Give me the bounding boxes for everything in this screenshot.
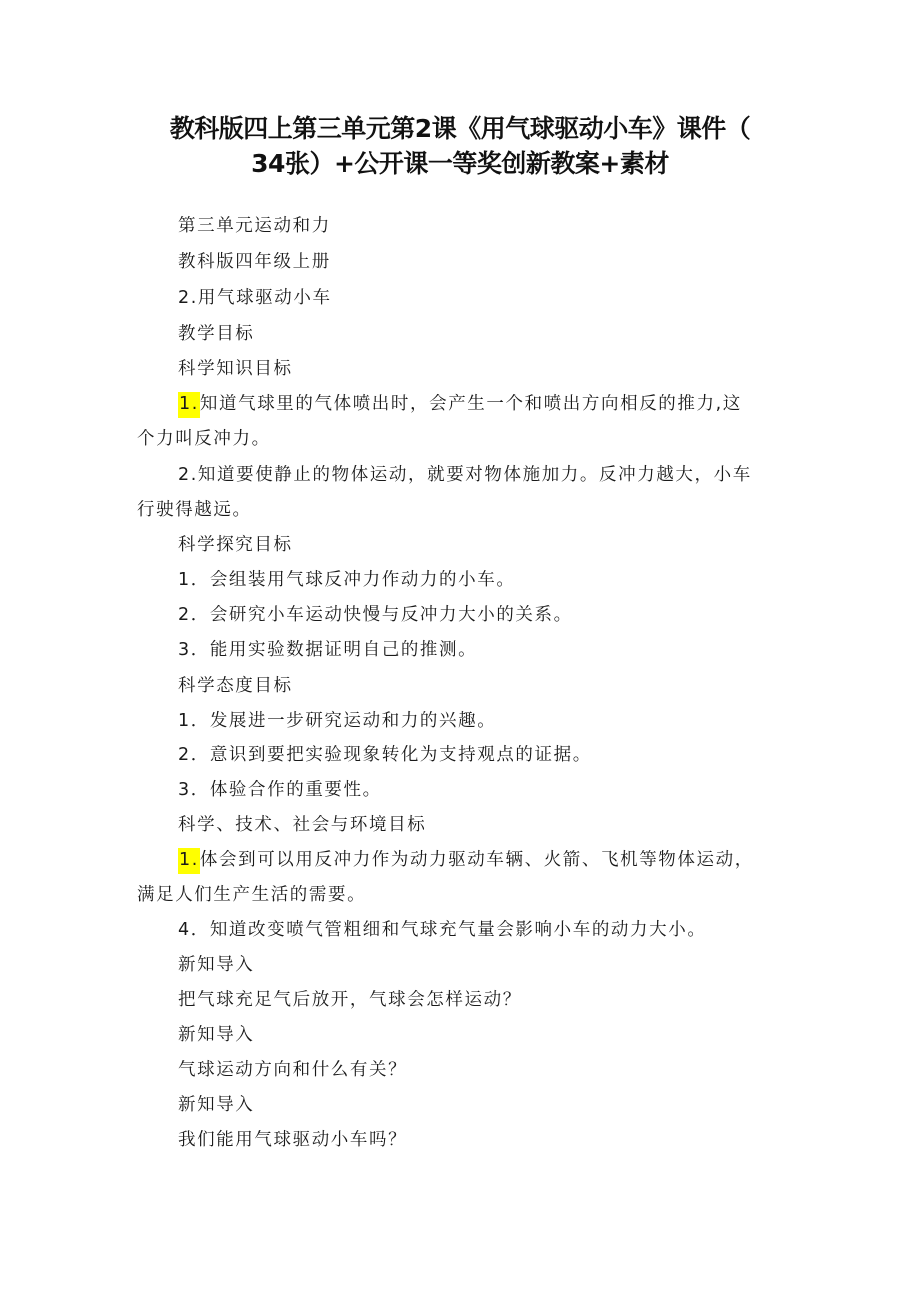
section-heading: 新知导入 <box>178 955 255 975</box>
lesson-heading: 2.用气球驱动小车 <box>178 288 332 308</box>
list-item: 2．会研究小车运动快慢与反冲力大小的关系。 <box>178 605 573 625</box>
paragraph-text: 知道气球里的气体喷出时，会产生一个和喷出方向相反的推力,这 <box>199 394 742 414</box>
paragraph-text: 体会到可以用反冲力作为动力驱动车辆、火箭、飞机等物体运动， <box>199 850 754 870</box>
section-heading: 教学目标 <box>178 324 255 344</box>
list-item: 1．会组装用气球反冲力作动力的小车。 <box>178 570 516 590</box>
subsection-heading: 科学探究目标 <box>178 535 293 555</box>
question-line: 把气球充足气后放开，气球会怎样运动？ <box>178 990 522 1010</box>
paragraph-line: 2.知道要使静止的物体运动，就要对物体施加力。反冲力越大，小车 <box>178 465 752 485</box>
subsection-heading: 科学知识目标 <box>178 359 293 379</box>
unit-heading: 第三单元运动和力 <box>178 216 331 236</box>
highlighted-number: 1. <box>178 392 200 418</box>
list-item: 3．体验合作的重要性。 <box>178 780 382 800</box>
paragraph-line <box>178 392 742 416</box>
paragraph-line <box>178 848 754 872</box>
title-line-2: 34张）+公开课一等奖创新教案+素材 <box>251 149 669 178</box>
list-item: 2．意识到要把实验现象转化为支持观点的证据。 <box>178 745 592 765</box>
title-line-1: 教科版四上第三单元第2课《用气球驱动小车》课件（ <box>169 114 751 143</box>
subsection-heading: 科学、技术、社会与环境目标 <box>178 815 427 835</box>
grade-heading: 教科版四年级上册 <box>178 252 331 272</box>
paragraph-line: 个力叫反冲力。 <box>137 429 271 449</box>
list-item: 4．知道改变喷气管粗细和气球充气量会影响小车的动力大小。 <box>178 920 707 940</box>
section-heading: 新知导入 <box>178 1095 255 1115</box>
question-line: 我们能用气球驱动小车吗？ <box>178 1130 408 1150</box>
highlighted-number: 1. <box>178 848 200 874</box>
section-heading: 新知导入 <box>178 1025 255 1045</box>
question-line: 气球运动方向和什么有关？ <box>178 1060 408 1080</box>
paragraph-line: 行驶得越远。 <box>137 500 252 520</box>
subsection-heading: 科学态度目标 <box>178 676 293 696</box>
list-item: 1．发展进一步研究运动和力的兴趣。 <box>178 711 497 731</box>
list-item: 3．能用实验数据证明自己的推测。 <box>178 640 478 660</box>
paragraph-line: 满足人们生产生活的需要。 <box>137 885 367 905</box>
